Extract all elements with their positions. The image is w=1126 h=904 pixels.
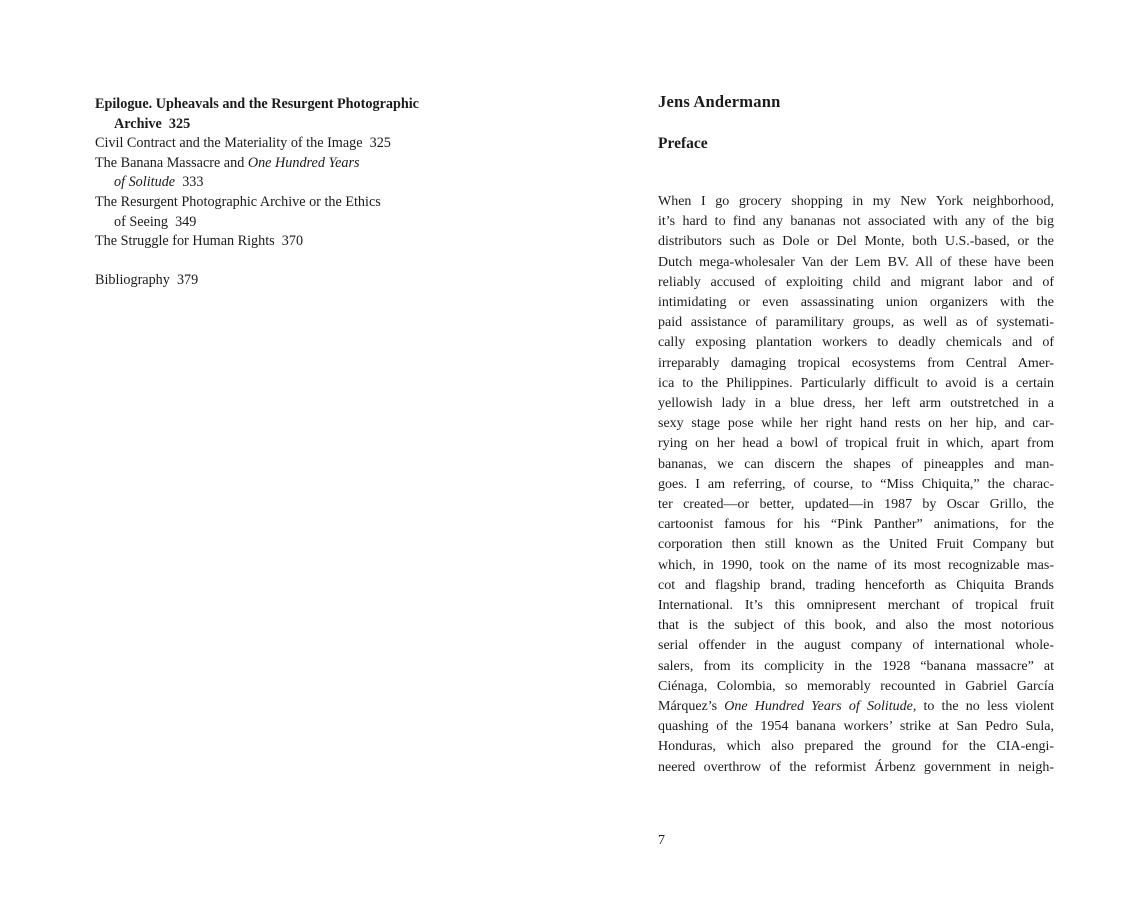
toc-line: Civil Contract and the Materiality of the Image 325 xyxy=(95,135,391,152)
toc-line: Archive 325 xyxy=(114,115,191,132)
body-text-line: Honduras, which also prepared the ground for the CIA-engi- xyxy=(658,739,1054,755)
preface-body xyxy=(658,192,1054,778)
body-text-line: reliably accused of exploiting child and migrant labor and of xyxy=(658,274,1054,290)
toc-line: Bibliography 379 xyxy=(95,272,199,289)
body-text-line: International. It’s this omnipresent merchant of tropical fruit xyxy=(658,598,1054,614)
toc-line: The Resurgent Photographic Archive or the Ethics xyxy=(95,193,381,210)
body-text-line: sexy stage pose while her right hand rests on her hip, and car- xyxy=(658,416,1054,432)
body-text-line: cot and flagship brand, trading henceforth as Chiquita Brands xyxy=(658,577,1054,593)
body-text-line: cartoonist famous for his “Pink Panther” animations, for the xyxy=(658,517,1054,533)
body-text-line: Dutch mega-wholesaler Van der Lem BV. All of these have been xyxy=(658,254,1054,270)
body-text-line: bananas, we can discern the shapes of pineapples and man- xyxy=(658,456,1054,472)
toc-line: Epilogue. Upheavals and the Resurgent Photographic xyxy=(95,96,419,112)
table-of-contents xyxy=(95,95,525,291)
body-text-line: salers, from its complicity in the 1928 “banana massacre” at xyxy=(658,658,1054,674)
toc-line: of Solitude 333 xyxy=(114,174,204,191)
body-text-line: that is the subject of this book, and also the most notorious xyxy=(658,618,1054,634)
toc-line: The Banana Massacre and One Hundred Years xyxy=(95,154,360,171)
author-name: Jens Andermann xyxy=(658,92,781,111)
toc-line: The Struggle for Human Rights 370 xyxy=(95,233,304,250)
body-text-line: cally exposing plantation workers to deadly chemicals and of xyxy=(658,335,1054,351)
body-text-line: irreparably damaging tropical ecosystems from Central Amer- xyxy=(658,355,1054,371)
body-text-line: intimidating or even assassinating union organizers with the xyxy=(658,295,1054,311)
body-text-line: distributors such as Dole or Del Monte, both U.S.-based, or the xyxy=(658,234,1054,250)
body-text-line: When I go grocery shopping in my New York neighborhood, xyxy=(658,194,1054,209)
right-page xyxy=(658,92,1054,778)
body-text-line: yellowish lady in a blue dress, her left arm outstretched in a xyxy=(658,396,1054,412)
body-text-line: goes. I am referring, of course, to “Miss Chiquita,” the charac- xyxy=(658,476,1054,492)
page-number: 7 xyxy=(658,833,665,848)
body-text-line: quashing of the 1954 banana workers’ strike at San Pedro Sula, xyxy=(658,719,1054,735)
body-text-line: it’s hard to find any bananas not associated with any of the big xyxy=(658,214,1054,230)
body-text-line: serial offender in the august company of international whole- xyxy=(658,638,1054,654)
body-text-line: corporation then still known as the United Fruit Company but xyxy=(658,537,1054,553)
body-text-line: Ciénaga, Colombia, so memorably recounted in Gabriel García xyxy=(658,678,1054,694)
body-text-line: ter created—or better, updated—in 1987 by Oscar Grillo, the xyxy=(658,497,1054,513)
toc-line xyxy=(95,252,525,272)
body-text-line: ica to the Philippines. Particularly difficult to avoid is a certain xyxy=(658,375,1054,391)
body-text-line: paid assistance of paramilitary groups, as well as of systemati- xyxy=(658,315,1054,331)
toc-line: of Seeing 349 xyxy=(114,213,197,230)
body-text-line: which, in 1990, took on the name of its most recognizable mas- xyxy=(658,557,1054,573)
body-text-line: neered overthrow of the reformist Árbenz government in neigh- xyxy=(658,759,1054,775)
preface-heading: Preface xyxy=(658,135,708,152)
body-text-line: Márquez’s One Hundred Years of Solitude, to the no less violent xyxy=(658,699,1054,715)
body-text-line: rying on her head a bowl of tropical fruit in which, apart from xyxy=(658,436,1054,452)
